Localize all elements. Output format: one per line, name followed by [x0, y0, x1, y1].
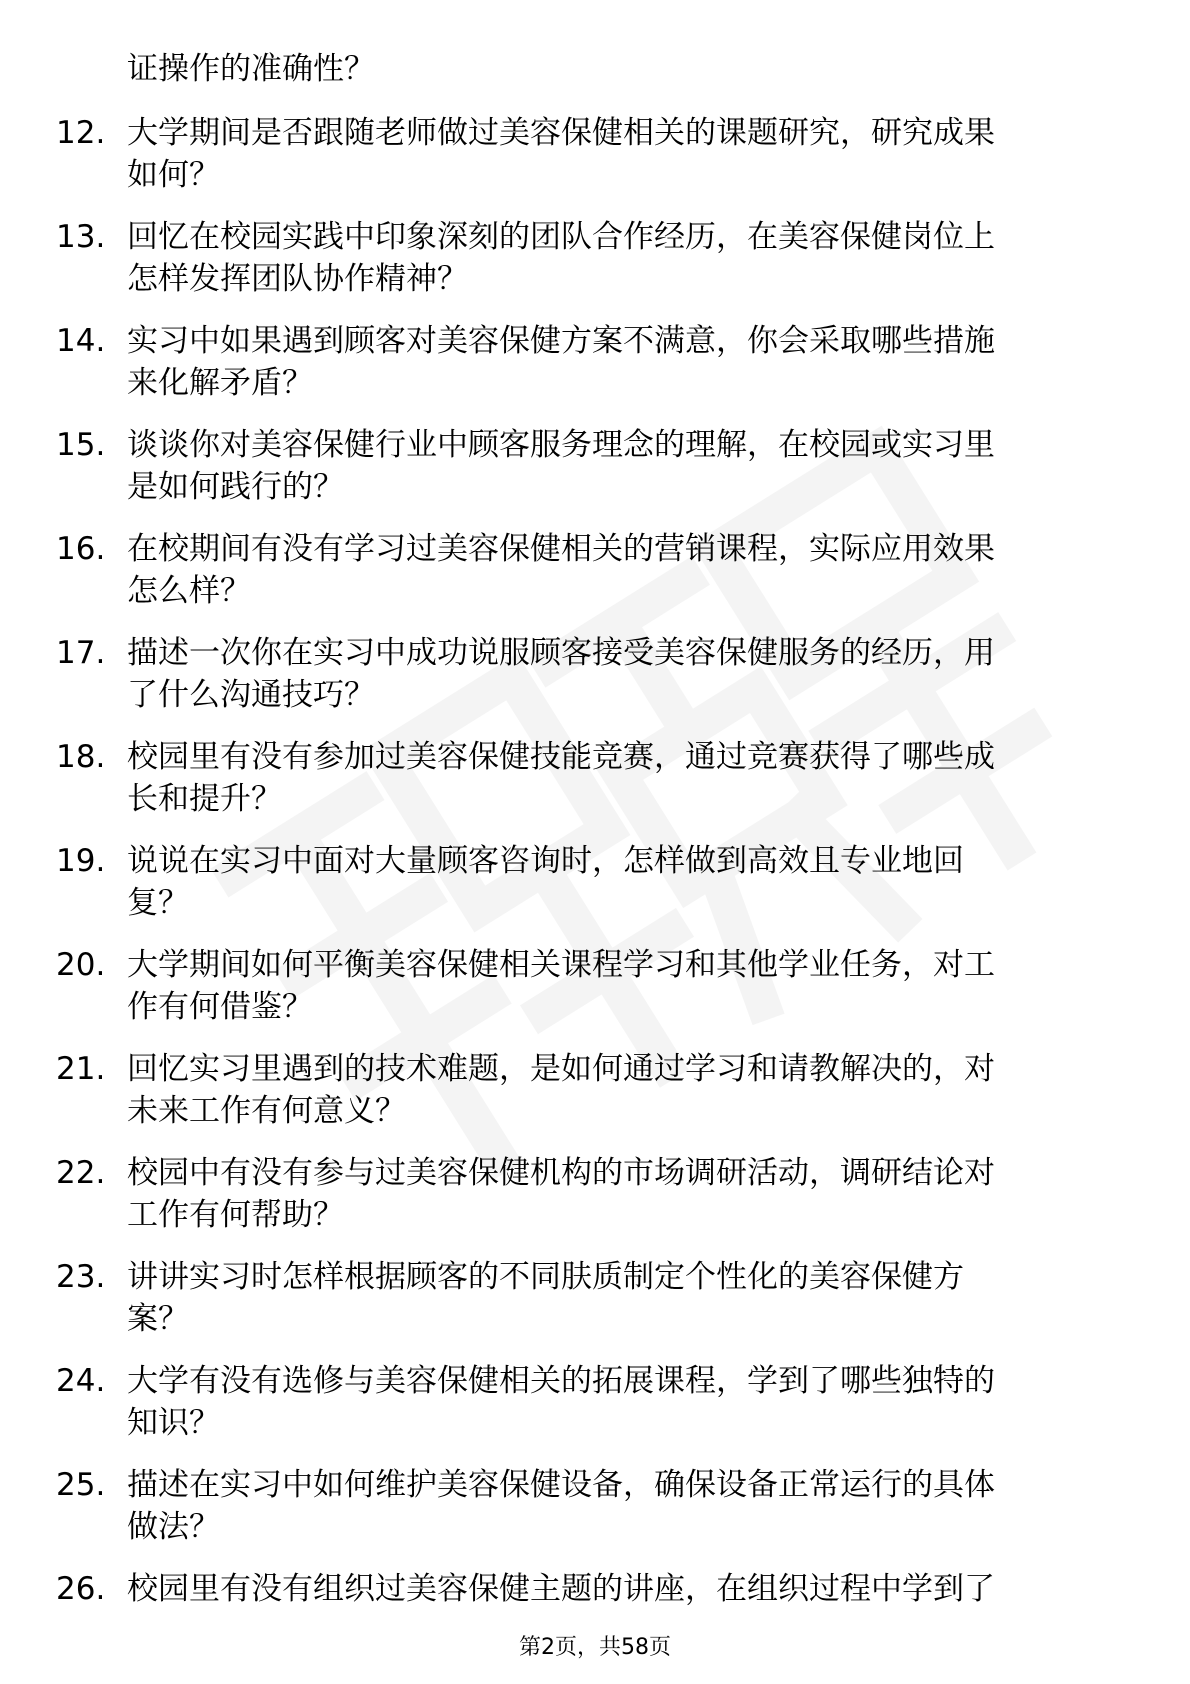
question-line: 作有何借鉴？ — [127, 989, 313, 1025]
question-text — [127, 424, 1127, 508]
list-item — [0, 1256, 1190, 1360]
list-item — [0, 632, 1190, 736]
question-line: 校园中有没有参与过美容保健机构的市场调研活动，调研结论对 — [127, 1155, 995, 1191]
question-line: 怎样发挥团队协作精神？ — [127, 261, 468, 297]
question-number: 13. — [56, 219, 106, 255]
question-line: 来化解矛盾？ — [127, 365, 313, 401]
question-line: 在校期间有没有学习过美容保健相关的营销课程，实际应用效果 — [127, 531, 995, 567]
question-text — [127, 112, 1127, 196]
list-item — [0, 216, 1190, 320]
question-list — [0, 112, 1190, 1672]
question-text — [127, 632, 1127, 716]
list-item — [0, 1464, 1190, 1568]
question-text — [127, 1464, 1127, 1548]
list-item — [0, 736, 1190, 840]
question-number: 23. — [56, 1259, 106, 1295]
question-line: 回忆实习里遇到的技术难题，是如何通过学习和请教解决的，对 — [127, 1051, 995, 1087]
question-line: 了什么沟通技巧？ — [127, 677, 375, 713]
question-number: 22. — [56, 1155, 106, 1191]
question-text — [127, 1048, 1127, 1132]
question-text — [127, 736, 1127, 820]
question-line: 大学期间是否跟随老师做过美容保健相关的课题研究，研究成果 — [127, 115, 995, 151]
question-line: 怎么样？ — [127, 573, 251, 609]
question-line: 回忆在校园实践中印象深刻的团队合作经历，在美容保健岗位上 — [127, 219, 995, 255]
question-line: 谈谈你对美容保健行业中顾客服务理念的理解，在校园或实习里 — [127, 427, 995, 463]
question-line: 描述一次你在实习中成功说服顾客接受美容保健服务的经历，用 — [127, 635, 995, 671]
question-line: 说说在实习中面对大量顾客咨询时，怎样做到高效且专业地回 — [127, 843, 964, 879]
list-item — [0, 840, 1190, 944]
question-line: 案？ — [127, 1301, 189, 1337]
question-line: 如何？ — [127, 157, 220, 193]
question-number: 25. — [56, 1467, 106, 1503]
question-text — [127, 1152, 1127, 1236]
question-text — [127, 320, 1127, 404]
question-line: 校园里有没有参加过美容保健技能竞赛，通过竞赛获得了哪些成 — [127, 739, 995, 775]
question-number: 24. — [56, 1363, 106, 1399]
question-line: 知识？ — [127, 1405, 220, 1441]
list-item — [0, 112, 1190, 216]
question-text — [127, 216, 1127, 300]
question-text — [127, 840, 1127, 924]
question-line: 实习中如果遇到顾客对美容保健方案不满意，你会采取哪些措施 — [127, 323, 995, 359]
question-number: 15. — [56, 427, 106, 463]
list-item — [0, 1360, 1190, 1464]
question-line: 是如何践行的？ — [127, 469, 344, 505]
question-line: 校园里有没有组织过美容保健主题的讲座，在组织过程中学到了 — [127, 1571, 995, 1607]
question-line: 描述在实习中如何维护美容保健设备，确保设备正常运行的具体 — [127, 1467, 995, 1503]
question-number: 18. — [56, 739, 106, 775]
question-number: 16. — [56, 531, 106, 567]
question-line: 大学期间如何平衡美容保健相关课程学习和其他学业任务，对工 — [127, 947, 995, 983]
question-text — [127, 528, 1127, 612]
question-line: 未来工作有何意义？ — [127, 1093, 406, 1129]
question-number: 21. — [56, 1051, 106, 1087]
question-number: 14. — [56, 323, 106, 359]
question-line: 讲讲实习时怎样根据顾客的不同肤质制定个性化的美容保健方 — [127, 1259, 964, 1295]
question-text — [127, 1256, 1127, 1340]
question-line: 工作有何帮助？ — [127, 1197, 344, 1233]
page-footer: 第2页，共58页 — [519, 1635, 671, 1660]
question-text — [127, 1568, 1127, 1610]
question-text — [127, 1360, 1127, 1444]
question-line: 长和提升？ — [127, 781, 282, 817]
question-line: 做法？ — [127, 1509, 220, 1545]
question-number: 12. — [56, 115, 106, 151]
list-item — [0, 1048, 1190, 1152]
question-number: 26. — [56, 1571, 106, 1607]
question-line: 大学有没有选修与美容保健相关的拓展课程，学到了哪些独特的 — [127, 1363, 995, 1399]
question-number: 20. — [56, 947, 106, 983]
question-number: 19. — [56, 843, 106, 879]
list-item — [0, 528, 1190, 632]
list-item — [0, 944, 1190, 1048]
list-item — [0, 1152, 1190, 1256]
question-number: 17. — [56, 635, 106, 671]
question-text — [127, 944, 1127, 1028]
list-item — [0, 424, 1190, 528]
continued-question-text: 证操作的准确性？ — [127, 51, 375, 87]
list-item — [0, 320, 1190, 424]
question-line: 复？ — [127, 885, 189, 921]
